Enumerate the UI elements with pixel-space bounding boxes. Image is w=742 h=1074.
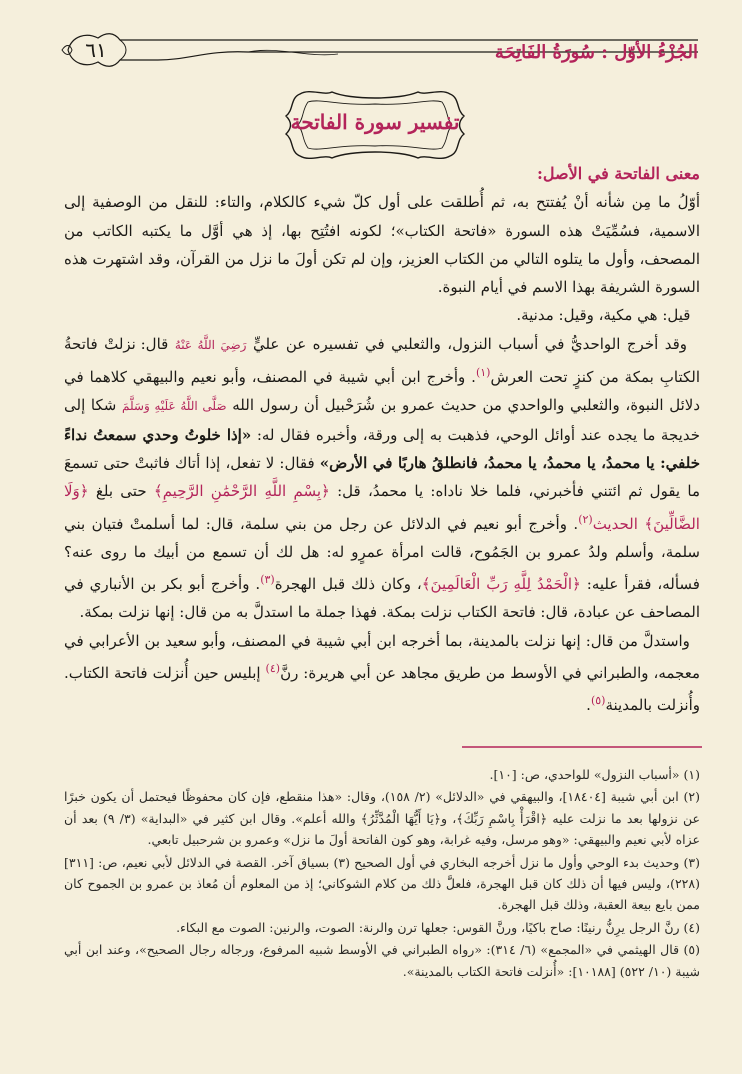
footnote-2: (٢) ابن أبي شيبة [١٨٤٠٤]، والبيهقي في «الدلائل» (٢/ ١٥٨)، وقال: «هذا منقطع، فإن كان محفوظًا فيحتمل أن يكون خبرًا عن نزولها بعد ما نزلت عليه ﴿اقْرَأْ بِاسْمِ رَبِّكَ﴾، و﴿يَا أَيُّهَا الْمُدَّثِّرُ﴾ والله أعلم». وقال ابن كثير في «البداية» (٣/ ٩) بعد أن عزاه لأبي نعيم والبيهقي: «وهو مرسل، وفيه غرابة، وهو كون الفاتحة أولَ ما نزل» وعمرو بن شرحبيل تابعي. (64, 789, 700, 848)
hadith-label: الحديث (592, 514, 638, 533)
text-run: ، وكان ذلك قبل الهجرة (274, 575, 422, 594)
footnote-ref-1[interactable]: (١) (475, 366, 491, 380)
running-title: الجُزْءُ الأوّل : سُورَةُ الفَاتِحَة (494, 42, 698, 63)
footnote-4: (٤) رنَّ الرجل يرِنُّ رنينًا: صاح باكيًا، ورنَّ القوس: جعلها ترن والرنة: الصوت، والرنين: الصوت مع البكاء. (176, 919, 700, 935)
text-run: فقال: لا تفعل، إذا أتاك فاثبتْ حتى تسمعَ ما يقول ثم ائتني فأخبرني، فلما خلا ناداه: يا محمدُ، قل: (64, 453, 700, 501)
paragraph-2: قيل: هي مكية، وقيل: مدنية. (516, 306, 691, 325)
text-run: حتى بلغ (95, 482, 147, 501)
footnote-5: (٥) قال الهيثمي في «المجمع» (٦/ ٣١٤): «رواه الطبراني في الأوسط شبيه المرفوع، ورجاله رجال الصحيح»، وعند ابن أبي شيبة (١٠/ ٥٢٢) [١٠١٨٨]: «أُنزلت فاتحة الكتاب بالمدينة». (64, 942, 700, 979)
footnote-3: (٣) وحديث بدء الوحي وأول ما نزل أخرجه البخاري في أول الصحيح (٣) بسياق آخر. القصة في الدلائل لأبي نعيم، ص: [٣١١] (٢٢٨)، وليس فيها أن ذلك كان قبل الهجرة، فلعلَّ ذلك من كلام الشوكاني؛ إذ من المعلوم أن مُعاذ بن عمرو بن الجموح كان ممن بايع بيعة العقبة، وذلك قبل الهجرة. (64, 854, 701, 913)
text-run: واستدلَّ من قال: إنها نزلت بالمدينة، بما أخرجه ابن أبي شيبة في المصنف، وأبو سعيد بن الأعرابي في معجمه، والطبراني في الأوسط من طريق مجاهد عن أبي هريرة: رنَّ (64, 631, 700, 683)
text-run: . وأخرج ابن أبي شيبة في المصنف، وأبو نعيم والبيهقي كلاهما في دلائل النبوة، والثعلبي والواحدي من حديث عمرو بن شُرَحْبيل أن رسول الله (64, 368, 701, 415)
main-text (64, 160, 700, 720)
text-run: قال: نزلتْ فاتحةُ الكتابِ بمكة من كنزٍ تحت العرش (64, 334, 701, 387)
text-run: شكا إلى خديجة ما يجده عند أوائل الوحي، فذهبت به إلى ورقة، وأخبره فقال له: (64, 396, 700, 444)
quran-verse: ﴿الْحَمْدُ لِلَّهِ رَبِّ الْعَالَمِينَ﴾ (421, 575, 581, 594)
footnotes (64, 764, 700, 983)
footnote-ref-2[interactable]: (٢) (578, 512, 593, 526)
footnote-separator (462, 744, 702, 750)
footnote-1: (١) «أسباب النزول» للواحدي، ص: [١٠]. (489, 767, 700, 782)
quran-verse: ﴿وَلَا الضَّالِّينَ﴾ (64, 482, 700, 533)
footnote-ref-3[interactable]: (٣) (260, 573, 275, 587)
footnote-ref-5[interactable]: (٥) (590, 694, 606, 708)
text-run: . وأخرج أبو بكر بن الأنباري في المصاحف عن عبادة، قال: فاتحة الكتاب نزلت بمكة. فهذا جملة ما استدلَّ به من قال: إنها نزلت بمكة. (64, 575, 700, 622)
section-heading: معنى الفاتحة في الأصل: (537, 164, 700, 183)
paragraph-3 (64, 330, 700, 627)
page-number: ٦١ (85, 38, 107, 62)
text-run: . (586, 696, 591, 715)
surah-title: تفسير سورة الفاتحة (290, 110, 460, 134)
text-run: إبليس حين أُنزلت فاتحة الكتاب. وأُنزلت بالمدينة (64, 664, 700, 715)
paragraph-1: أوّلُ ما مِن شأنه أنْ يُفتتح به، ثم أُطلقت على أول كلّ شيء كالكلام، والتاء: للنقل من الوصفية إلى الاسمية، فسُمِّيَتْ هذه السورة «فاتحة الكتاب»؛ لكونه افتُتِح بها، إذ هي أوَّل ما يكتبه الكاتب من المصحف، وأول ما يتلوه التالي من الكتاب العزيز، وإن لم تكن أولَ ما نزل من القرآن، وقد اشتهرت هذه السورة الشريفة بهذا الاسم في أيام النبوة. (64, 193, 700, 297)
honorific: صَلَّى اللَّهُ عَلَيْهِ وَسَلَّمَ (121, 399, 227, 414)
hadith-quote: «إذا خلوتُ وحدي سمعتُ نداءً خلفي: يا محمدُ، يا محمدُ، يا محمدُ، فانطلقُ هاربًا في الأرض» (64, 425, 700, 472)
quran-verse: ﴿بِسْمِ اللَّهِ الرَّحْمَٰنِ الرَّحِيمِ﴾ (153, 482, 330, 501)
text-run: وقد أخرج الواحديُّ في أسباب النزول، والثعلبي في تفسيره عن عليٍّ (252, 334, 688, 353)
footnote-ref-4[interactable]: (٤) (265, 662, 281, 676)
honorific: رَضِيَ اللَّهُ عَنْهُ (174, 337, 247, 352)
text-run: . وأخرج أبو نعيم في الدلائل عن رجل من بني سلمة، قال: لما أسلمتْ فتيان بني سلمة، وأسلم ولدُ عمرو بن الجَمُوح، قالت امرأة عمرٍو له: هل لك أن تسمع من أبيك ما روى عنه؟ فسأله، فقرأ عليه: (64, 514, 700, 594)
paragraph-4 (64, 627, 700, 720)
